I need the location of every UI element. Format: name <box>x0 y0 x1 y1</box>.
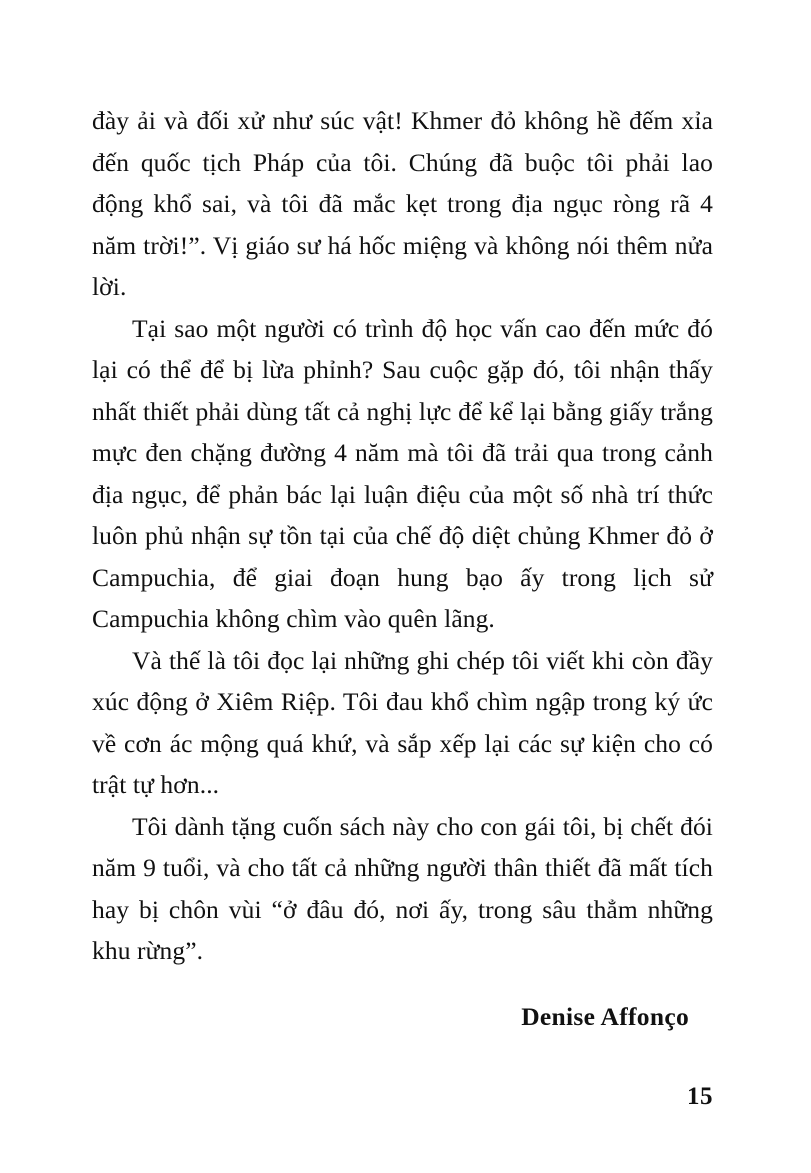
paragraph-3: Và thế là tôi đọc lại những ghi chép tôi viết khi còn đầy xúc động ở Xiêm Riệp. Tôi đau khổ chìm ngập trong ký ức về cơn ác mộng quá khứ, và sắp xếp lại các sự kiện cho có trật tự hơn... <box>92 645 713 799</box>
paragraph-1: đày ải và đối xử như súc vật! Khmer đỏ không hề đếm xỉa đến quốc tịch Pháp của tôi. Chúng đã buộc tôi phải lao động khổ sai, và tôi đã mắc kẹt trong địa ngục ròng rã 4 năm trời!”. Vị giáo sư há hốc miệng và không nói thêm nửa lời. <box>92 106 713 301</box>
page-body <box>92 100 713 972</box>
page-number: 15 <box>687 1083 713 1110</box>
paragraph-2: Tại sao một người có trình độ học vấn cao đến mức đó lại có thể để bị lừa phỉnh? Sau cuộc gặp đó, tôi nhận thấy nhất thiết phải dùng tất cả nghị lực để kể lại bằng giấy trắng mực đen chặng đường 4 năm mà tôi đã trải qua trong cảnh địa ngục, để phản bác lại luận điệu của một số nhà trí thức luôn phủ nhận sự tồn tại của chế độ diệt chủng Khmer đỏ ở Campuchia, để giai đoạn hung bạo ấy trong lịch sử Campuchia không chìm vào quên lãng. <box>92 313 713 633</box>
paragraph-4: Tôi dành tặng cuốn sách này cho con gái tôi, bị chết đói năm 9 tuổi, và cho tất cả những người thân thiết đã mất tích hay bị chôn vùi “ở đâu đó, nơi ấy, trong sâu thẳm những khu rừng”. <box>92 811 713 965</box>
author-signature: Denise Affonço <box>521 1001 689 1031</box>
